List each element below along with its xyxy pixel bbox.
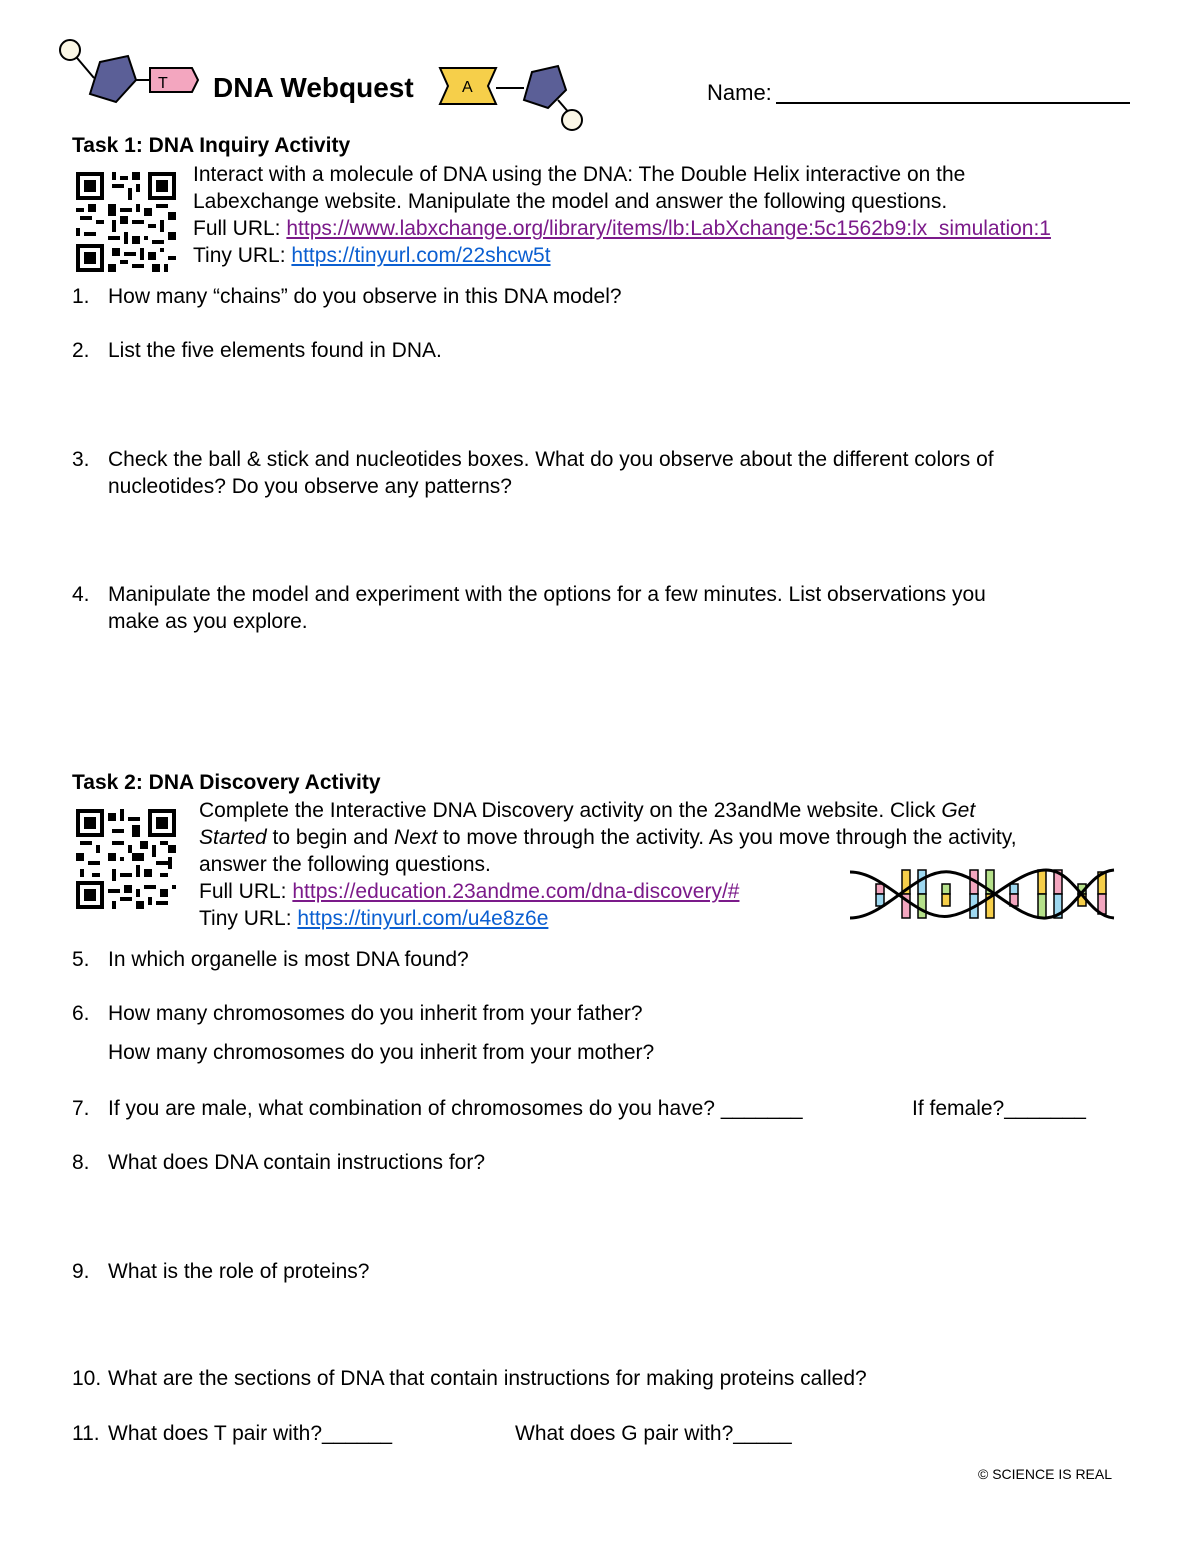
task2-intro-text: to move through the activity. As you move through the activity, [437, 826, 1017, 849]
question-number: 10. [72, 1367, 102, 1390]
question-text: What does T pair with?______ [108, 1422, 393, 1445]
question-6 [72, 1000, 1132, 1066]
task2-intro-text: Complete the Interactive DNA Discovery activity on the 23andMe website. Click [199, 799, 942, 822]
question-number: 11. [72, 1422, 100, 1445]
nucleotide-logo-right-icon [436, 62, 596, 142]
question-text: In which organelle is most DNA found? [108, 948, 469, 971]
question-text-line2: make as you explore. [108, 610, 308, 633]
started-emphasis: Started [199, 826, 267, 849]
task2-tiny-url-link[interactable]: https://tinyurl.com/u4e8z6e [297, 907, 549, 930]
question-text-g-pair: What does G pair with?_____ [515, 1422, 792, 1445]
task2-intro-text: to begin and [266, 826, 394, 849]
qr-code-icon [76, 809, 176, 909]
full-url-label: Full URL: [199, 880, 287, 903]
question-number: 6. [72, 1002, 90, 1025]
question-text: How many “chains” do you observe in this DNA model? [108, 285, 622, 308]
question-9 [72, 1258, 1132, 1285]
question-text [108, 581, 986, 635]
question-number: 4. [72, 583, 90, 606]
full-url-label: Full URL: [193, 217, 281, 240]
name-field[interactable] [776, 80, 1130, 104]
task2-intro-line3: answer the following questions. [199, 853, 491, 876]
question-10 [72, 1365, 1132, 1392]
task2-heading: Task 2: DNA Discovery Activity [72, 771, 381, 794]
question-number: 3. [72, 448, 90, 471]
question-text: What is the role of proteins? [108, 1260, 370, 1283]
question-text: What are the sections of DNA that contain instructions for making proteins called? [108, 1367, 867, 1390]
task1-intro-line2: Labexchange website. Manipulate the model and answer the following questions. [193, 190, 948, 213]
qr-code-icon [76, 172, 176, 272]
task1-tiny-url-row [193, 242, 1051, 269]
question-text-line1: Manipulate the model and experiment with the options for a few minutes. List observations you [108, 583, 986, 606]
question-number: 2. [72, 339, 90, 362]
question-number: 9. [72, 1260, 90, 1283]
question-number: 5. [72, 948, 90, 971]
question-2 [72, 337, 1132, 364]
question-text-line1: Check the ball & stick and nucleotides boxes. What do you observe about the different colors of [108, 448, 994, 471]
task1-intro [193, 161, 1051, 269]
question-text [108, 446, 994, 500]
task1-intro-line1: Interact with a molecule of DNA using the DNA: The Double Helix interactive on the [193, 163, 966, 186]
question-7 [72, 1095, 1132, 1122]
task1-full-url-row [193, 215, 1051, 242]
task2-intro-line2 [199, 824, 1017, 851]
next-emphasis: Next [394, 826, 438, 849]
question-4 [72, 581, 1172, 635]
question-text-line2: How many chromosomes do you inherit from your mother? [108, 1041, 655, 1064]
svg-text:T: T [158, 75, 168, 92]
svg-text:A: A [462, 79, 473, 96]
name-label: Name: [707, 80, 772, 105]
question-5 [72, 946, 1132, 973]
question-number: 7. [72, 1097, 90, 1120]
task1-tiny-url-link[interactable]: https://tinyurl.com/22shcw5t [291, 244, 551, 267]
task1-heading: Task 1: DNA Inquiry Activity [72, 134, 351, 157]
task2-intro-line1 [199, 797, 1017, 824]
question-text-female: If female?_______ [912, 1097, 1086, 1120]
question-11 [72, 1420, 1132, 1447]
nucleotide-logo-left-icon [58, 38, 218, 118]
copyright-footer: © SCIENCE IS REAL [978, 1466, 1113, 1482]
tiny-url-label: Tiny URL: [199, 907, 292, 930]
question-8 [72, 1149, 1132, 1176]
task1-full-url-link[interactable]: https://www.labxchange.org/library/items/lb:LabXchange:5c1562b9:lx_simulation:1 [286, 217, 1051, 240]
question-text-line2: nucleotides? Do you observe any patterns? [108, 475, 512, 498]
question-text: What does DNA contain instructions for? [108, 1151, 486, 1174]
question-text: List the five elements found in DNA. [108, 339, 442, 362]
question-number: 8. [72, 1151, 90, 1174]
question-number: 1. [72, 285, 90, 308]
task2-full-url-link[interactable]: https://education.23andme.com/dna-discovery/# [292, 880, 740, 903]
page-title: DNA Webquest [213, 72, 414, 103]
question-3 [72, 446, 1172, 500]
question-text: If you are male, what combination of chromosomes do you have? _______ [108, 1097, 803, 1120]
get-started-emphasis: Get [941, 799, 976, 822]
dna-helix-icon [846, 862, 1118, 926]
question-text: How many chromosomes do you inherit from your father? [108, 1002, 643, 1025]
question-1 [72, 283, 1132, 310]
tiny-url-label: Tiny URL: [193, 244, 286, 267]
